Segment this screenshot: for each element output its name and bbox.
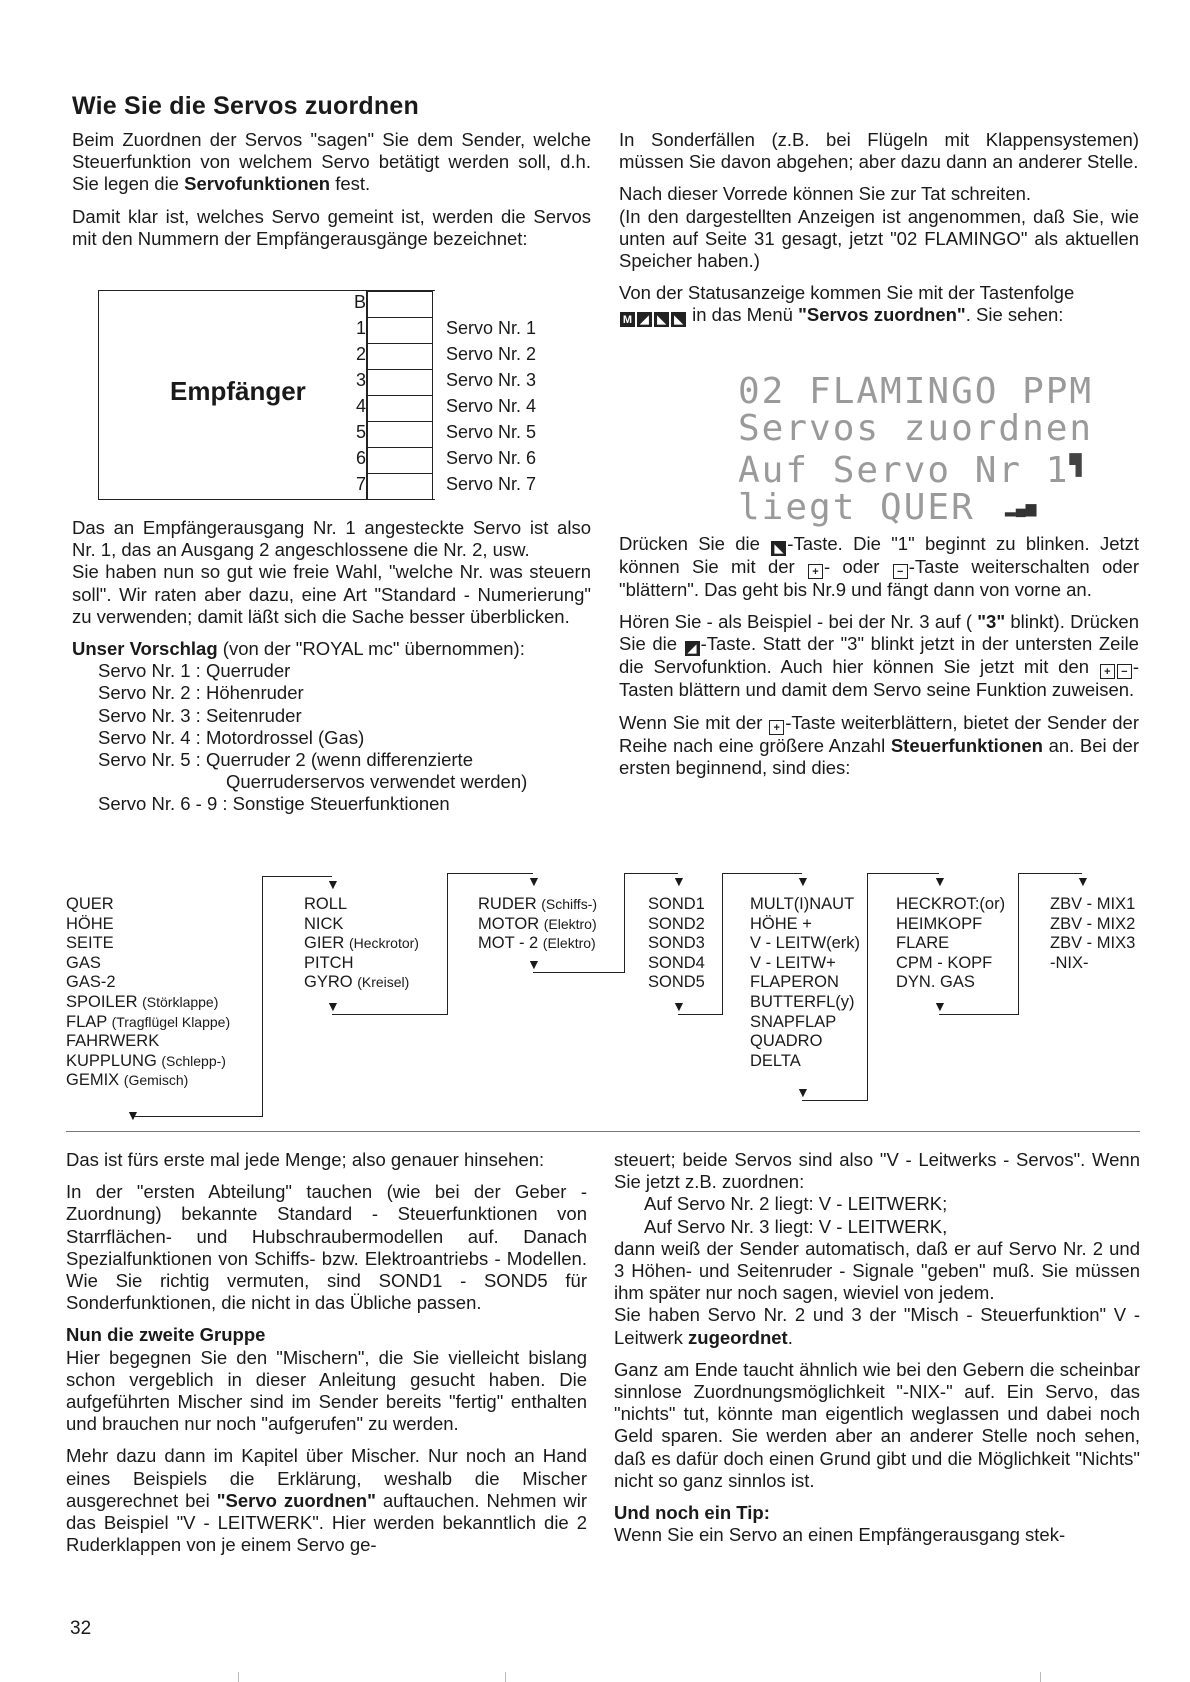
plus-key-icon: +: [769, 720, 784, 735]
functions-intro-paragraph: Wenn Sie mit der + -Taste weiterblättern, bietet der Sender der Reihe nach eine größere Anzahl Steuerfunktionen an. Bei der ersten beginnend, sind dies:: [619, 711, 1139, 778]
function-column-4: [648, 895, 705, 993]
function-item: SOND4: [648, 953, 705, 972]
lcd-line: Auf Servo Nr 1▜: [738, 450, 1084, 491]
function-item: SNAPFLAP: [750, 1012, 837, 1031]
pin-divider: [368, 473, 432, 474]
servo-label: Servo Nr. 6: [446, 448, 537, 468]
arrow-down-icon: ▼: [796, 1084, 810, 1100]
servo-label: Servo Nr. 1: [446, 318, 537, 338]
pin-divider: [368, 317, 432, 318]
arrow-down-icon: ▼: [326, 876, 340, 892]
function-item: DYN. GAS: [896, 973, 975, 992]
flow-line: [867, 873, 868, 1101]
plus-key-icon: +: [808, 564, 823, 579]
page-number: 32: [70, 1618, 92, 1639]
bottom-left-column: [66, 1149, 587, 1566]
list-item: Servo Nr. 5 : Querruder 2 (wenn differenzierte: [98, 749, 473, 771]
list-item: Servo Nr. 1 : Querruder: [98, 660, 291, 682]
function-item: GEMIX (Gemisch): [66, 1071, 189, 1090]
function-item: MULT(I)NAUT: [750, 895, 855, 913]
function-item: V - LEITW(erk): [750, 934, 860, 953]
function-item: FLAP (Tragflügel Klappe): [66, 1012, 231, 1031]
edge-mark: [505, 1672, 506, 1682]
arrow-down-icon: ▼: [527, 956, 541, 972]
function-item: SEITE: [66, 934, 114, 953]
list-item: Servo Nr. 4 : Motordrossel (Gas): [98, 726, 365, 748]
servo-label: Servo Nr. 3: [446, 370, 537, 390]
intro-paragraph: Beim Zuordnen der Servos "sagen" Sie dem Sender, welche Steuerfunktion von welchem Servo betätigt werden soll, d.h. Sie legen die Servofunktionen fest.: [72, 129, 591, 195]
pin-label: 6: [355, 448, 366, 468]
flow-line: [262, 876, 332, 877]
next-key-icon: ◣: [771, 541, 786, 556]
function-item: FLARE: [896, 934, 950, 953]
arrow-down-icon: ▼: [1076, 873, 1090, 889]
arrow-down-icon: ▼: [527, 873, 541, 889]
function-item: ZBV - MIX1: [1050, 895, 1136, 913]
edge-mark: [1040, 1672, 1041, 1682]
preface-paragraph: Nach dieser Vorrede können Sie zur Tat schreiten.: [619, 183, 1032, 205]
section-divider: [66, 1131, 1140, 1132]
flow-line: [624, 873, 678, 874]
flow-line: [533, 972, 625, 973]
arrow-down-icon: ▼: [933, 873, 947, 889]
arrow-down-icon: ▼: [796, 873, 810, 889]
section-heading: Und noch ein Tip:: [614, 1502, 770, 1524]
function-item: BUTTERFL(y): [750, 992, 855, 1011]
plus-key-icon: +: [1100, 664, 1115, 679]
servo-label: Servo Nr. 2: [446, 344, 537, 364]
function-item: PITCH: [304, 953, 354, 972]
example-list: [614, 1193, 1140, 1237]
next-key-icon: ◣: [654, 312, 669, 327]
m-key-icon: M: [620, 312, 635, 327]
function-item: HÖHE +: [750, 914, 812, 933]
function-item: GIER (Heckrotor): [304, 934, 419, 953]
function-column-6: [896, 895, 1005, 993]
function-item: QUER: [66, 895, 114, 913]
pin-label: 4: [355, 396, 366, 416]
flow-line: [332, 1014, 448, 1015]
assumption-paragraph: (In den dargestellten Anzeigen ist angenommen, daß Sie, wie unten auf Seite 31 gesagt, jetzt "02 FLAMINGO" als aktuellen Speicher haben.): [619, 205, 1139, 272]
right-top-column: [619, 129, 1139, 337]
pin-divider: [368, 447, 432, 448]
function-item: ROLL: [304, 895, 348, 913]
arrow-down-icon: ▼: [672, 873, 686, 889]
list-item: Auf Servo Nr. 2 liegt: V - LEITWERK;: [644, 1193, 948, 1215]
press-key-paragraph: Drücken Sie die ◣ -Taste. Die "1" beginnt zu blinken. Jetzt können Sie mit der + - oder − -Taste weiterschalten oder "blättern". Das geht bis Nr.9 und fängt dann von vorne an.: [619, 533, 1140, 600]
minus-key-icon: −: [1117, 664, 1132, 679]
mixer-paragraph: Mehr dazu dann im Kapitel über Mischer. Nur noch an Hand eines Beispiels die Erklärung, weshalb die Mischer ausgerechnet bei "Servo zuordnen" auftauchen. Nehmen wir das Beispiel "V - LEITWERK". Hier werden bekanntlich die 2 Ruderklappen von je einem Servo ge-: [66, 1445, 587, 1556]
function-item: HECKROT:(or): [896, 895, 1006, 913]
next-key-icon: ◣: [671, 312, 686, 327]
list-item: Auf Servo Nr. 3 liegt: V - LEITWERK,: [644, 1215, 948, 1237]
function-item: QUADRO: [750, 1032, 823, 1051]
function-column-5: [750, 895, 860, 1071]
flow-line: [722, 873, 723, 1015]
arrow-down-icon: ▼: [672, 998, 686, 1014]
function-item: GAS: [66, 953, 101, 972]
left-top-column: [72, 129, 591, 260]
flow-line: [802, 1100, 868, 1101]
function-item: GAS-2: [66, 973, 116, 992]
sender-knows-paragraph: dann weiß der Sender automatisch, daß er auf Servo Nr. 2 und 3 Höhen- und Seitenruder - Signale "geben" muß. Sie müssen ihm später nur noch sagen, wieviel von jedem.: [614, 1237, 1140, 1304]
enter-key-icon: ◢: [637, 312, 652, 327]
receiver-frame-left: [98, 290, 99, 500]
function-item: SOND3: [648, 934, 705, 953]
pin-label: 1: [355, 318, 366, 338]
flow-line: [262, 876, 263, 1117]
arrow-down-icon: ▼: [126, 1107, 140, 1123]
summary-paragraph: Das ist fürs erste mal jede Menge; also genauer hinsehen:: [66, 1149, 545, 1170]
function-item: SOND1: [648, 895, 705, 913]
function-column-1: [66, 895, 230, 1091]
flow-line: [1018, 873, 1082, 874]
function-item: FAHRWERK: [66, 1032, 160, 1051]
function-item: GYRO (Kreisel): [304, 973, 410, 992]
function-item: SOND5: [648, 973, 705, 992]
pin-label: B: [353, 292, 366, 312]
signal-strength-icon: ▂▄▆: [1005, 500, 1037, 516]
function-item: -NIX-: [1050, 953, 1089, 972]
lcd-line: liegt QUER: [738, 487, 975, 528]
suggestion-heading: Unser Vorschlag (von der "ROYAL mc" übernommen):: [72, 638, 525, 660]
flow-line: [447, 873, 448, 1015]
receiver-label: Empfänger: [170, 376, 306, 406]
numbering-paragraph: Damit klar ist, welches Servo gemeint ist, werden die Servos mit den Nummern der Empfängerausgänge bezeichnet:: [72, 205, 591, 249]
flow-line: [867, 873, 939, 874]
key-sequence-paragraph: Von der Statusanzeige kommen Sie mit der Tastenfolge M ◢ ◣ ◣ in das Menü "Servos zuordnen". Sie sehen:: [619, 282, 1075, 327]
flow-line: [722, 873, 802, 874]
flow-line: [1018, 873, 1019, 1015]
function-item: DELTA: [750, 1051, 801, 1070]
output-paragraph: Das an Empfängerausgang Nr. 1 angesteckte Servo ist also Nr. 1, das an Ausgang 2 angeschlossene die Nr. 2, usw.: [72, 517, 591, 561]
bottom-right-column: [614, 1149, 1140, 1546]
function-item: ZBV - MIX3: [1050, 934, 1136, 953]
flow-line: [447, 873, 533, 874]
enter-key-icon: ◢: [685, 641, 700, 656]
section-heading: Nun die zweite Gruppe: [66, 1324, 266, 1346]
pin-label: 7: [355, 474, 366, 494]
pin-divider: [368, 421, 432, 422]
list-item: Servo Nr. 6 - 9 : Sonstige Steuerfunktionen: [98, 793, 450, 815]
function-item: KUPPLUNG (Schlepp-): [66, 1051, 226, 1070]
lcd-line: Servos zuordnen: [738, 408, 1094, 449]
assigned-paragraph: Sie haben Servo Nr. 2 und 3 der "Misch - Steuerfunktion" V - Leitwerk zugeordnet.: [614, 1304, 1140, 1348]
flow-line: [624, 873, 625, 973]
arrow-down-icon: ▼: [326, 998, 340, 1014]
special-cases-paragraph: In Sonderfällen (z.B. bei Flügeln mit Klappensystemen) müssen Sie davon abgehen; aber dazu dann an anderer Stelle.: [619, 129, 1139, 173]
second-group-paragraph: Hier begegnen Sie den "Mischern", die Sie vielleicht bislang schon vergeblich in dieser Anleitung gesucht haben. Die aufgeführten Mischer sind im Sender bereits "fertig" enthalten und brauchen nur noch "aufgerufen" zu werden.: [66, 1346, 587, 1435]
function-item: FLAPERON: [750, 973, 839, 992]
flow-line: [939, 1014, 1019, 1015]
edge-mark: [238, 1672, 239, 1682]
function-item: NICK: [304, 914, 344, 933]
list-item: Servo Nr. 2 : Höhenruder: [98, 682, 304, 704]
function-item: SPOILER (Störklappe): [66, 992, 219, 1011]
function-item: V - LEITW+: [750, 953, 836, 972]
right-mid-column: [619, 533, 1139, 789]
servo-label: Servo Nr. 5: [446, 422, 537, 442]
cursor-icon: ▜: [1069, 453, 1084, 477]
function-column-2: [304, 895, 419, 993]
pin-divider: [368, 369, 432, 370]
function-item: SOND2: [648, 914, 705, 933]
function-column-3: [478, 895, 597, 954]
nix-paragraph: Ganz am Ende taucht ähnlich wie bei den Gebern die scheinbar sinnlose Zuordnungsmöglichkeit "-NIX-" auf. Ein Servo, das "nichts" tut, könnte man eigentlich weglassen und dabei noch Geld sparen. Sie werden aber an anderer Stelle noch sehen, daß es dafür doch einen Grund gibt und die Möglichkeit "Nichts" nicht so ganz sinnlos ist.: [614, 1358, 1140, 1491]
pin-label: 5: [355, 422, 366, 442]
example-paragraph: Hören Sie - als Beispiel - bei der Nr. 3 auf ( "3" blinkt). Drücken Sie die ◢ -Taste. Statt der "3" blinkt jetzt in der untersten Zeile die Servofunktion. Auch hier können Sie jetzt mit den + − -Tasten blättern und damit dem Servo seine Funktion zuweisen.: [619, 611, 1140, 701]
lcd-display: [738, 373, 1093, 526]
choice-paragraph: Sie haben nun so gut wie freie Wahl, "welche Nr. was steuern soll". Wir raten aber dazu, eine Art "Standard - Numerierung" zu verwenden; damit läßt sich die Sache besser überblicken.: [72, 561, 591, 627]
function-item: MOT - 2 (Elektro): [478, 934, 596, 953]
function-item: HÖHE: [66, 914, 114, 933]
function-item: CPM - KOPF: [896, 953, 993, 972]
function-item: RUDER (Schiffs-): [478, 895, 598, 913]
pin-divider: [368, 343, 432, 344]
pin-label: 3: [355, 370, 366, 390]
flow-line: [678, 1014, 723, 1015]
function-item: ZBV - MIX2: [1050, 914, 1136, 933]
function-column-7: [1050, 895, 1135, 973]
minus-key-icon: −: [893, 564, 908, 579]
tip-paragraph: Wenn Sie ein Servo an einen Empfängerausgang stek-: [614, 1524, 1066, 1546]
vtail-paragraph: steuert; beide Servos sind also "V - Leitwerks - Servos". Wenn Sie jetzt z.B. zuordnen:: [614, 1149, 1140, 1193]
servo-label: Servo Nr. 7: [446, 474, 537, 494]
list-item: Querruderservos verwendet werden): [226, 771, 528, 793]
servo-label: Servo Nr. 4: [446, 396, 537, 416]
flow-line: [132, 1116, 263, 1117]
pin-divider: [368, 395, 432, 396]
left-mid-column: [72, 517, 591, 816]
suggestion-list: [72, 660, 591, 815]
page-title: Wie Sie die Servos zuordnen: [72, 92, 419, 120]
lcd-line: 02 FLAMINGO PPM: [738, 371, 1094, 412]
arrow-down-icon: ▼: [933, 998, 947, 1014]
function-item: HEIMKOPF: [896, 914, 983, 933]
pin-label: 2: [355, 344, 366, 364]
function-item: MOTOR (Elektro): [478, 914, 597, 933]
first-group-paragraph: In der "ersten Abteilung" tauchen (wie bei der Geber - Zuordnung) bekannte Standard - Steuerfunktionen von Starrflächen- und Hubschraubermodellen auf. Danach Spezialfunktionen von Schiffs- bzw. Elektroantriebs - Modellen. Wie Sie richtig vermuten, sind SOND1 - SOND5 für Sonderfunktionen, die nicht in das Übliche passen.: [66, 1181, 587, 1314]
list-item: Servo Nr. 3 : Seitenruder: [98, 704, 302, 726]
